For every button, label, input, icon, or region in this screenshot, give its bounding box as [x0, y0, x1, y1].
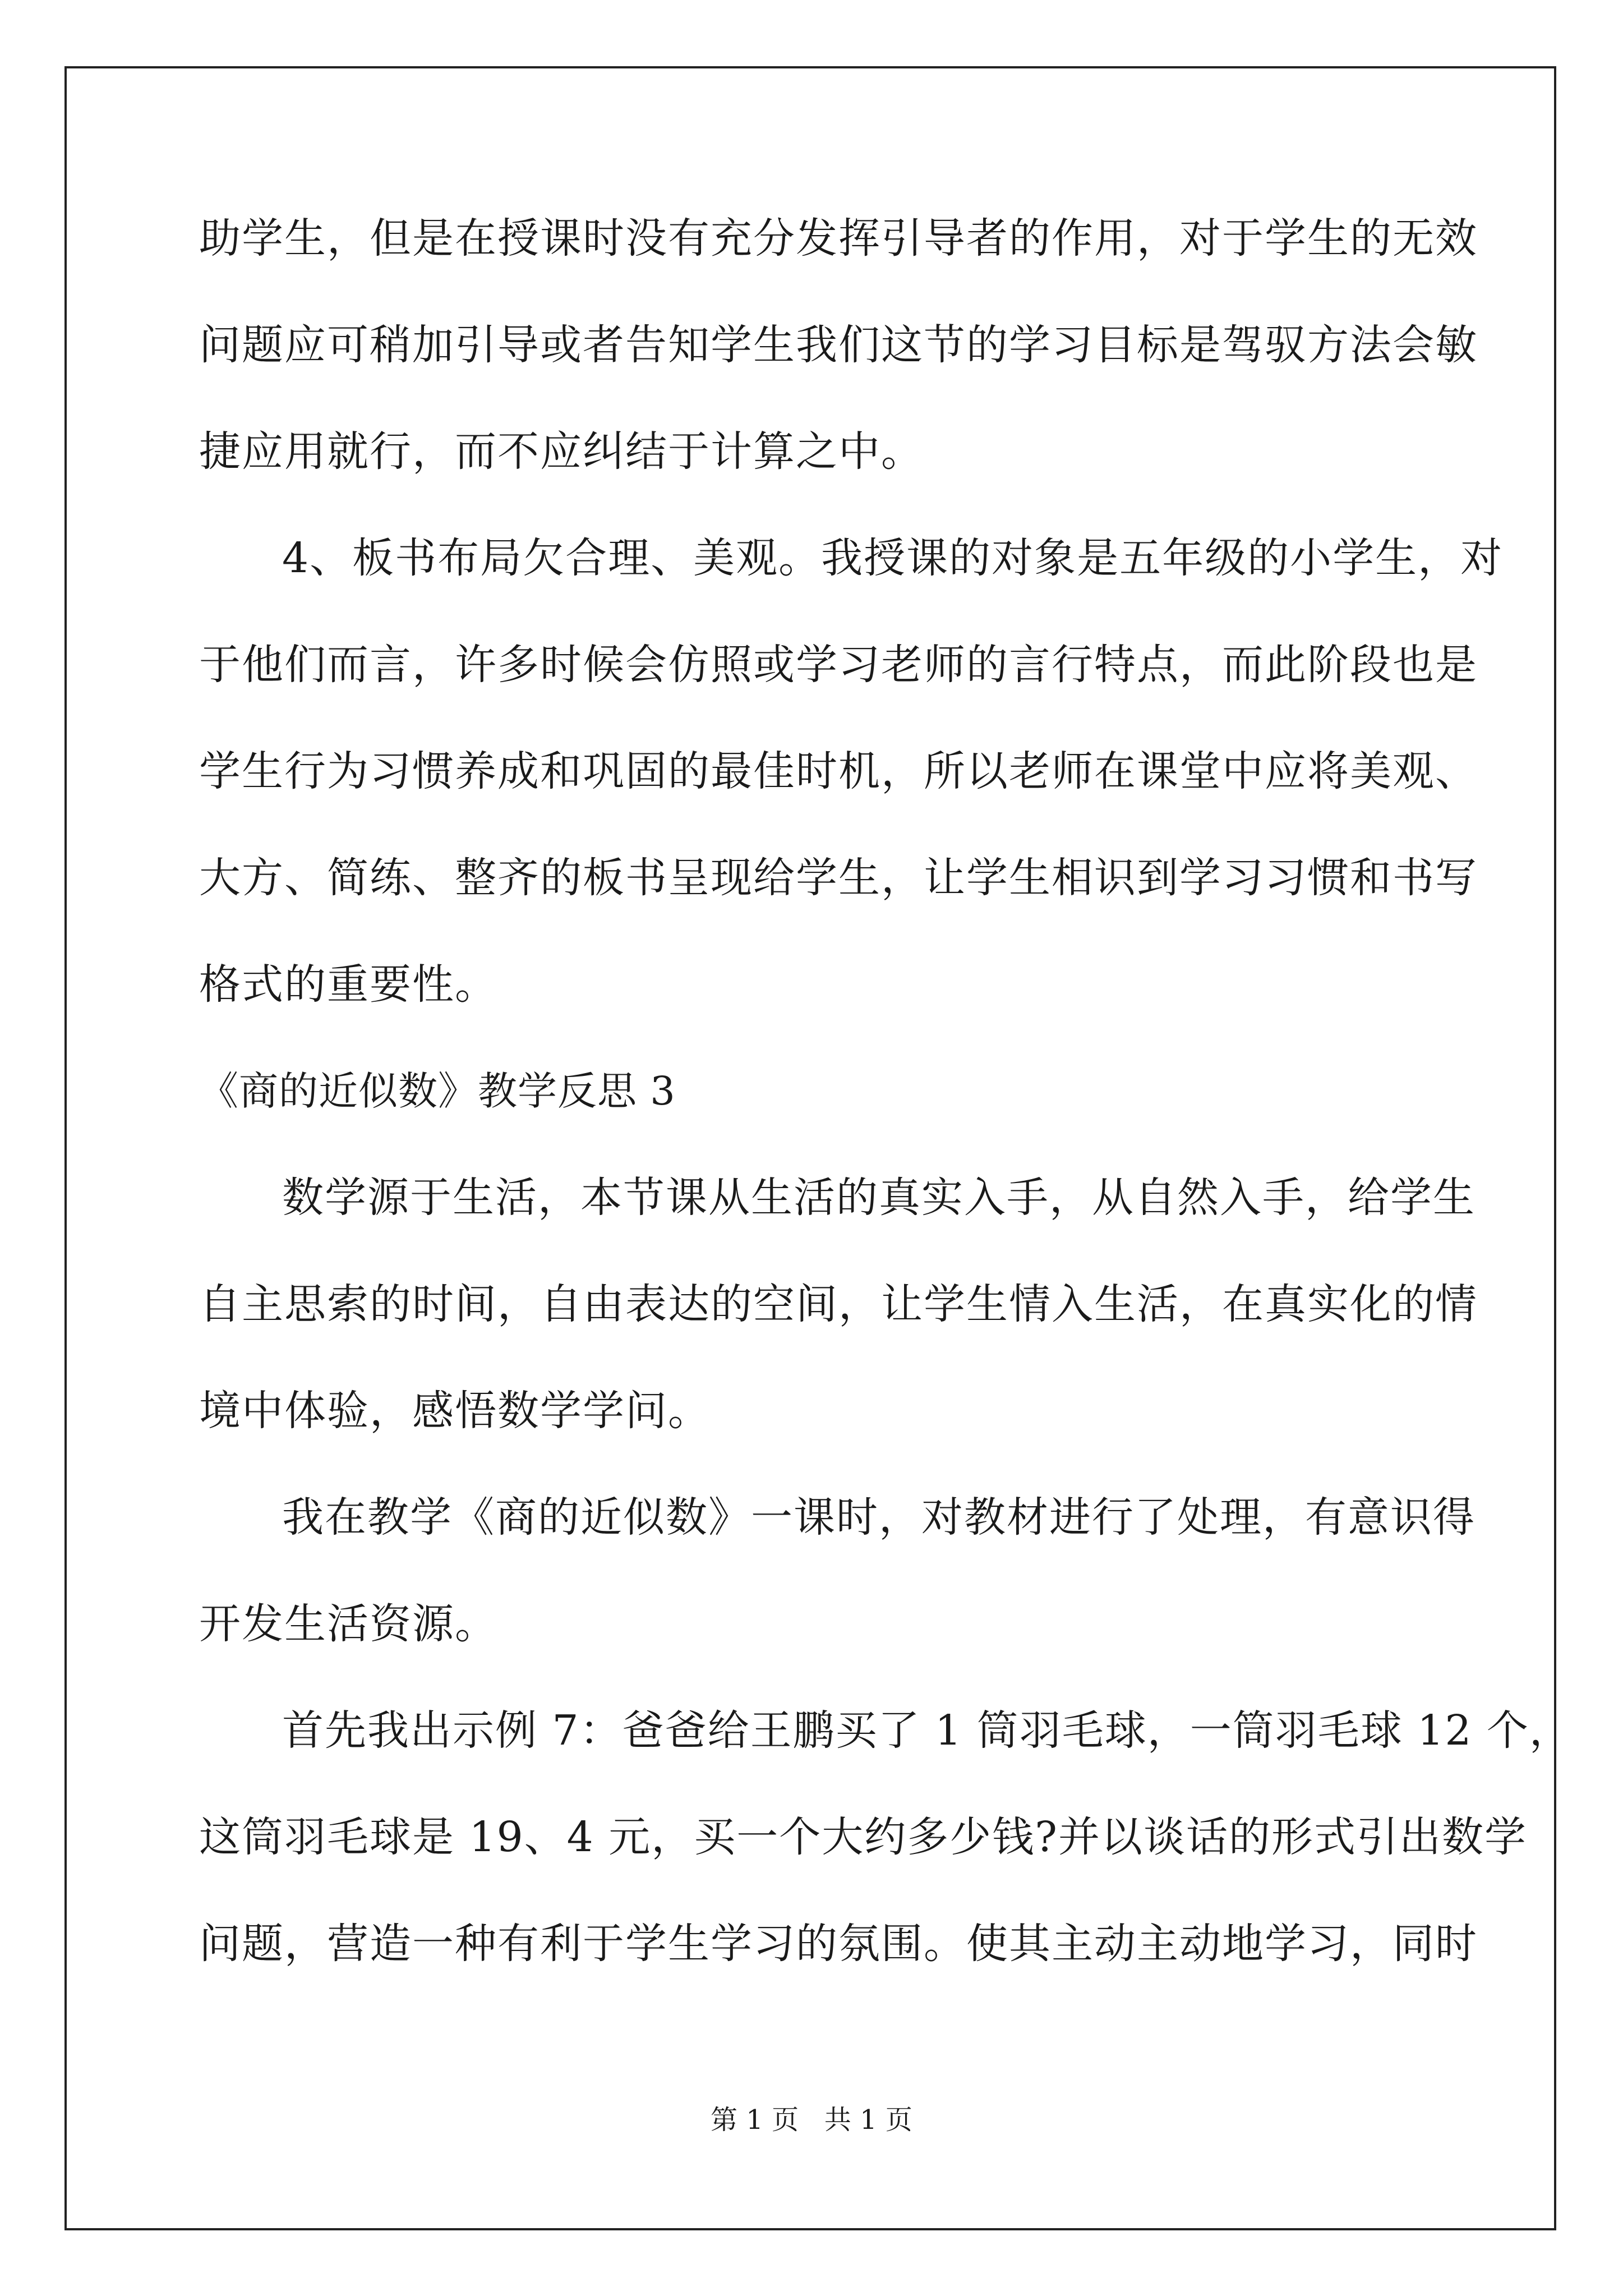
paragraph-line: 自主思索的时间，自由表达的空间，让学生情入生活，在真实化的情: [199, 1280, 1478, 1328]
paragraph-line: 数学源于生活，本节课从生活的真实入手，从自然入手，给学生: [282, 1174, 1476, 1222]
paragraph-line: 首先我出示例 7：爸爸给王鹏买了 1 筒羽毛球，一筒羽毛球 12 个，: [282, 1706, 1572, 1755]
page-footer: 第 1 页 共 1 页: [711, 2104, 912, 2136]
paragraph-line: 问题应可稍加引导或者告知学生我们这节的学习目标是驾驭方法会敏: [199, 321, 1478, 369]
paragraph-line: 境中体验，感悟数学学问。: [199, 1387, 711, 1435]
section-heading: 《商的近似数》教学反思 3: [199, 1068, 676, 1114]
document-body: [199, 185, 1572, 1997]
paragraph-line: 开发生活资源。: [199, 1600, 497, 1648]
paragraph-line: 我在教学《商的近似数》一课时，对教材进行了处理，有意识得: [282, 1493, 1476, 1542]
paragraph-line: 格式的重要性。: [199, 960, 497, 1009]
paragraph-line: 捷应用就行，而不应纠结于计算之中。: [199, 427, 924, 476]
paragraph-line: 大方、简练、整齐的板书呈现给学生，让学生相识到学习习惯和书写: [199, 854, 1478, 902]
paragraph-line: 4、板书布局欠合理、美观。我授课的对象是五年级的小学生，对: [282, 534, 1504, 582]
paragraph-line: 问题，营造一种有利于学生学习的氛围。使其主动主动地学习，同时: [199, 1920, 1478, 1968]
paragraph-line: 于他们而言，许多时候会仿照或学习老师的言行特点，而此阶段也是: [199, 641, 1478, 689]
paragraph-line: 这筒羽毛球是 19、4 元，买一个大约多少钱?并以谈话的形式引出数学: [199, 1813, 1527, 1861]
paragraph-line: 学生行为习惯养成和巩固的最佳时机，所以老师在课堂中应将美观、: [199, 747, 1478, 795]
paragraph-line: 助学生，但是在授课时没有充分发挥引导者的作用，对于学生的无效: [199, 214, 1478, 263]
